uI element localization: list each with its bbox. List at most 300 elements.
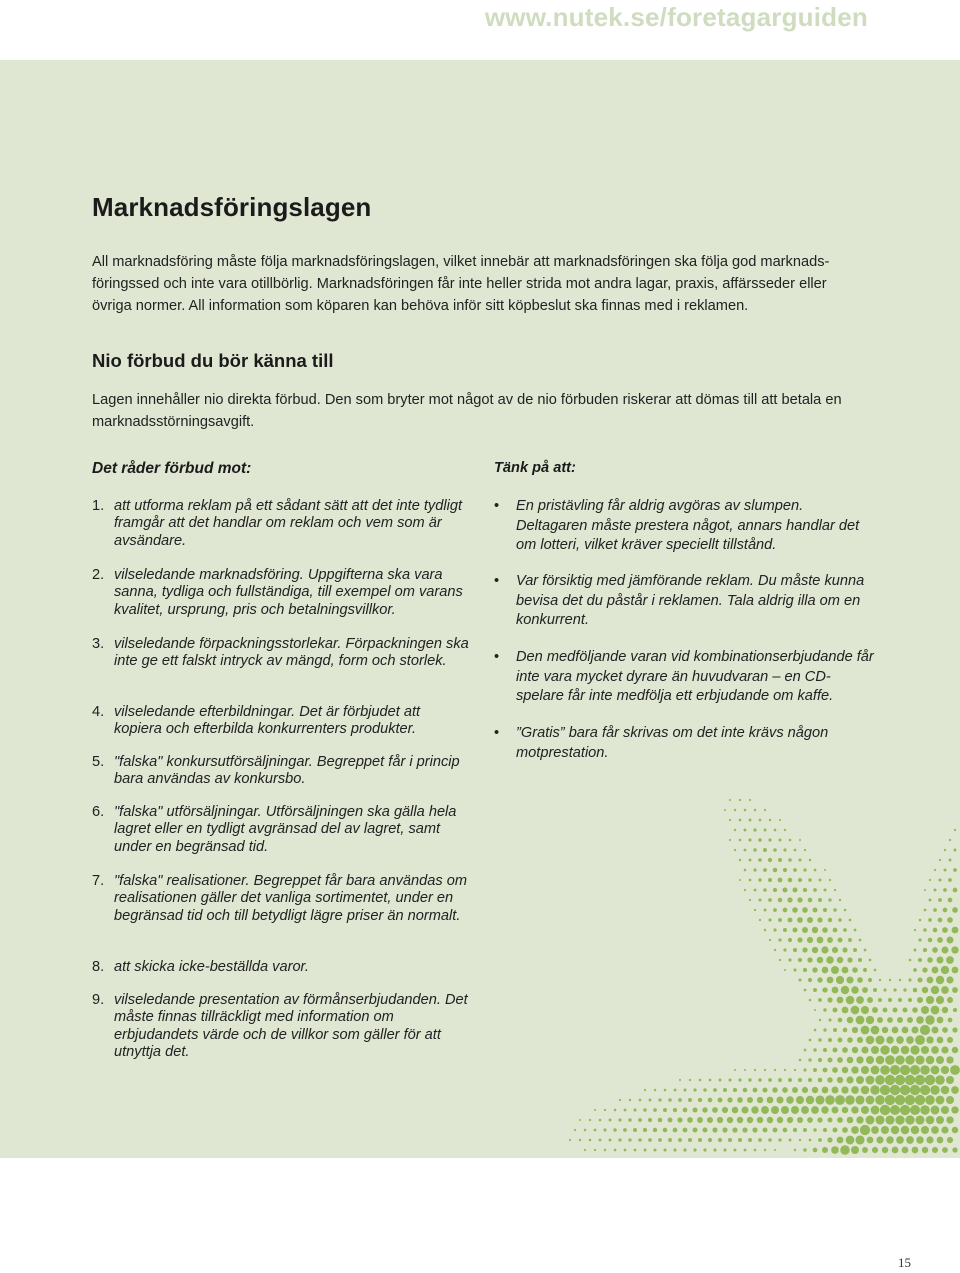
halftone-dot — [856, 1056, 863, 1063]
halftone-dot — [836, 976, 844, 984]
halftone-dot — [818, 898, 822, 902]
halftone-dot — [845, 1095, 855, 1105]
halftone-dot — [813, 888, 817, 892]
halftone-dot — [703, 1148, 706, 1151]
tip-text: Var försiktig med jämförande reklam. Du måste kunna bevisa det du påstår i reklamen. Tala aldrig illa om en konkurrent. — [516, 573, 865, 629]
halftone-dot — [758, 858, 762, 862]
ban-text: vilseledande presentation av förmånserbjudanden. Det måste finnas tillräckligt med information om erbjudandets värde och de villkor som gäller för att utnyttja det. — [114, 992, 468, 1060]
halftone-dot — [821, 946, 828, 953]
halftone-dot — [822, 927, 828, 933]
halftone-dot — [952, 987, 958, 993]
halftone-dot — [851, 1066, 858, 1073]
halftone-dot — [788, 858, 791, 861]
halftone-dot — [793, 928, 798, 933]
halftone-dot — [764, 829, 767, 832]
halftone-dot — [946, 1116, 953, 1123]
halftone-dot — [777, 1117, 783, 1123]
halftone-dot — [789, 1139, 792, 1142]
halftone-dot — [941, 966, 949, 974]
halftone-dot — [707, 1117, 713, 1123]
halftone-dot — [826, 956, 834, 964]
halftone-dot — [774, 829, 777, 832]
halftone-dot — [946, 1096, 954, 1104]
halftone-dot — [658, 1098, 661, 1101]
halftone-dot — [812, 1087, 818, 1093]
halftone-dot — [922, 1147, 929, 1154]
halftone-dot — [809, 859, 811, 861]
halftone-dot — [832, 1007, 837, 1012]
bullet-icon: • — [494, 573, 500, 589]
halftone-dot — [783, 1128, 788, 1133]
ban-item — [92, 804, 472, 856]
halftone-dot — [878, 998, 882, 1002]
halftone-dot — [832, 1127, 837, 1132]
halftone-dot — [749, 899, 751, 901]
halftone-dot — [916, 1016, 924, 1024]
halftone-dot — [831, 1146, 839, 1154]
halftone-dot — [683, 1128, 688, 1133]
halftone-dot — [818, 1038, 821, 1041]
halftone-dot — [687, 1117, 693, 1123]
halftone-dot — [808, 898, 813, 903]
tip-text: ”Gratis” bara får skrivas om det inte krävs någon motprestation. — [516, 725, 829, 761]
halftone-dot — [936, 1096, 945, 1105]
halftone-dot — [902, 1027, 909, 1034]
halftone-dot — [837, 1057, 843, 1063]
halftone-dot — [584, 1129, 587, 1132]
halftone-dot — [718, 1138, 722, 1142]
halftone-dot — [793, 1128, 797, 1132]
halftone-dot — [828, 1038, 832, 1042]
halftone-dot — [915, 1075, 925, 1085]
halftone-dot — [931, 1026, 938, 1033]
halftone-dot — [708, 1098, 713, 1103]
halftone-dot — [817, 1117, 822, 1122]
halftone-dot — [702, 1127, 707, 1132]
halftone-dot — [907, 1017, 913, 1023]
halftone-dot — [929, 899, 932, 902]
halftone-dot — [851, 1086, 859, 1094]
halftone-dot — [823, 1048, 827, 1052]
halftone-dot — [579, 1139, 581, 1141]
halftone-dot — [867, 997, 873, 1003]
halftone-dot — [778, 1078, 782, 1082]
halftone-dot — [744, 809, 747, 812]
halftone-dot — [692, 1107, 697, 1112]
halftone-dot — [941, 986, 949, 994]
halftone-dot — [808, 1058, 811, 1061]
halftone-dot — [624, 1109, 627, 1112]
halftone-dot — [942, 1007, 948, 1013]
halftone-dot — [851, 1146, 859, 1154]
halftone-dot — [737, 1097, 743, 1103]
halftone-dot — [871, 1106, 880, 1115]
halftone-dot — [699, 1079, 702, 1082]
halftone-dot — [799, 1139, 801, 1141]
halftone-dot — [832, 1047, 837, 1052]
halftone-dot — [813, 1128, 816, 1131]
halftone-dot — [837, 1077, 843, 1083]
halftone-dot — [713, 1088, 717, 1092]
tip-item — [494, 572, 874, 631]
halftone-dot — [947, 1037, 953, 1043]
halftone-dot — [579, 1119, 581, 1121]
halftone-dot — [744, 869, 747, 872]
halftone-dot — [798, 878, 802, 882]
halftone-dot — [839, 899, 841, 901]
halftone-dot — [950, 1065, 960, 1075]
bans-column — [92, 460, 472, 1060]
halftone-dot — [689, 1079, 691, 1081]
halftone-dot — [747, 1117, 753, 1123]
halftone-dot — [744, 829, 747, 832]
halftone-dot — [638, 1118, 642, 1122]
halftone-dot — [749, 799, 751, 801]
halftone-dot — [824, 869, 826, 871]
halftone-dot — [773, 928, 776, 931]
halftone-dot — [857, 1037, 863, 1043]
halftone-dot — [833, 1028, 837, 1032]
halftone-dot — [946, 1056, 953, 1063]
halftone-dot — [802, 1087, 808, 1093]
halftone-dot — [856, 996, 864, 1004]
halftone-dot — [931, 1066, 940, 1075]
halftone-dot — [921, 1126, 929, 1134]
halftone-dot — [828, 1018, 831, 1021]
halftone-dot — [888, 998, 892, 1002]
halftone-dot — [733, 1088, 737, 1092]
halftone-dot — [876, 1136, 883, 1143]
halftone-dot — [932, 967, 939, 974]
halftone-dot — [658, 1118, 663, 1123]
halftone-dot — [784, 969, 786, 971]
halftone-dot — [797, 917, 803, 923]
halftone-dot — [717, 1117, 723, 1123]
halftone-dot — [927, 957, 933, 963]
halftone-dot — [633, 1108, 636, 1111]
halftone-dot — [823, 888, 826, 891]
halftone-dot — [832, 947, 838, 953]
halftone-dot — [935, 1075, 944, 1084]
halftone-dot — [753, 868, 756, 871]
halftone-dot — [912, 1007, 918, 1013]
halftone-dot — [788, 958, 791, 961]
halftone-dot — [954, 849, 957, 852]
halftone-dot — [920, 1085, 930, 1095]
halftone-dot — [818, 998, 822, 1002]
halftone-dot — [842, 947, 847, 952]
halftone-dot — [808, 978, 812, 982]
halftone-dot — [644, 1149, 647, 1152]
halftone-dot — [758, 1078, 762, 1082]
halftone-dot — [797, 937, 802, 942]
ban-item — [92, 754, 472, 789]
halftone-dot — [773, 848, 777, 852]
halftone-dot — [787, 1117, 793, 1123]
halftone-dot — [953, 1008, 957, 1012]
halftone-dot — [880, 1085, 890, 1095]
halftone-dot — [722, 1107, 728, 1113]
halftone-dot — [792, 907, 798, 913]
halftone-dot — [773, 1128, 778, 1133]
halftone-dot — [794, 1149, 796, 1151]
halftone-dot — [688, 1138, 692, 1142]
halftone-dot — [628, 1118, 632, 1122]
halftone-dot — [818, 1138, 822, 1142]
halftone-dot — [751, 1106, 758, 1113]
halftone-dot — [953, 888, 958, 893]
halftone-dot — [754, 909, 756, 911]
halftone-dot — [778, 1138, 781, 1141]
halftone-dot — [932, 947, 938, 953]
halftone-dot — [882, 1027, 889, 1034]
ban-item — [92, 873, 472, 925]
halftone-dot — [944, 849, 946, 851]
halftone-dot — [867, 1137, 874, 1144]
halftone-dot — [827, 997, 832, 1002]
halftone-dot — [817, 917, 822, 922]
halftone-dot — [762, 1087, 767, 1092]
halftone-dot — [892, 1027, 899, 1034]
halftone-dot — [698, 1098, 702, 1102]
section-subtitle: Nio förbud du bör känna till — [92, 350, 334, 371]
halftone-dot — [664, 1089, 667, 1092]
halftone-dot — [654, 1089, 656, 1091]
halftone-dot — [896, 1036, 904, 1044]
halftone-dot — [910, 1045, 919, 1054]
halftone-dot — [947, 997, 953, 1003]
halftone-dot — [866, 1076, 875, 1085]
halftone-dot — [653, 1148, 656, 1151]
halftone-dot — [803, 888, 807, 892]
halftone-dot — [921, 1046, 929, 1054]
halftone-dot — [866, 1016, 874, 1024]
halftone-dot — [952, 1027, 957, 1032]
halftone-dot — [864, 949, 867, 952]
halftone-dot — [880, 1105, 890, 1115]
halftone-dot — [803, 1128, 807, 1132]
halftone-dot — [926, 1036, 933, 1043]
halftone-dot — [892, 1147, 899, 1154]
halftone-dot — [825, 1095, 835, 1105]
halftone-dot — [886, 1136, 893, 1143]
halftone-dot — [938, 898, 942, 902]
halftone-dot — [788, 918, 793, 923]
halftone-dot — [837, 997, 844, 1004]
halftone-dot — [815, 1095, 824, 1104]
halftone-dot — [910, 1085, 920, 1095]
halftone-dot — [693, 1148, 696, 1151]
halftone-dot — [768, 878, 772, 882]
halftone-dot — [891, 1126, 899, 1134]
halftone-dot — [813, 1148, 818, 1153]
halftone-dot — [875, 1075, 885, 1085]
halftone-dot — [931, 1046, 939, 1054]
halftone-dot — [639, 1099, 642, 1102]
halftone-dot — [822, 1147, 828, 1153]
halftone-dot — [767, 1097, 774, 1104]
halftone-dot — [768, 898, 772, 902]
halftone-dot — [723, 1148, 726, 1151]
halftone-dot — [885, 1055, 895, 1065]
halftone-dot — [778, 898, 782, 902]
halftone-dot — [697, 1117, 703, 1123]
halftone-dot — [763, 848, 767, 852]
halftone-dot — [802, 907, 808, 913]
halftone-dot — [778, 878, 783, 883]
halftone-dot — [614, 1149, 617, 1152]
halftone-dot — [767, 1117, 773, 1123]
halftone-dot — [744, 849, 747, 852]
halftone-dot — [920, 1025, 930, 1035]
halftone-dot — [915, 1095, 925, 1105]
halftone-dot — [768, 918, 771, 921]
halftone-dot — [798, 1078, 802, 1082]
tips-column — [494, 460, 874, 761]
halftone-dot — [663, 1148, 666, 1151]
halftone-dot — [912, 1027, 919, 1034]
halftone-dot — [744, 889, 746, 891]
halftone-dot — [951, 946, 958, 953]
halftone-dot — [734, 829, 736, 831]
halftone-dot — [806, 1096, 814, 1104]
halftone-dot — [807, 1117, 813, 1123]
halftone-dot — [813, 1048, 816, 1051]
halftone-dot — [939, 879, 942, 882]
halftone-dot — [758, 1138, 762, 1142]
halftone-dot — [807, 957, 812, 962]
halftone-dot — [951, 1086, 959, 1094]
halftone-dot — [934, 869, 936, 871]
halftone-dot — [938, 918, 943, 923]
tip-text: Den medföljande varan vid kombinationserbjudande får inte vara mycket dyrare än huvudvaran – en CD-spelare får inte medfölja ett erbjudande om kaffe. — [516, 649, 874, 705]
halftone-dot — [898, 998, 902, 1002]
halftone-dot — [739, 839, 742, 842]
halftone-dot — [897, 1017, 903, 1023]
bullet-icon: • — [494, 498, 500, 514]
halftone-dot — [738, 1138, 742, 1142]
halftone-dot — [876, 1036, 885, 1045]
halftone-dot — [783, 948, 786, 951]
halftone-dot — [833, 928, 838, 933]
halftone-dot — [861, 1026, 870, 1035]
halftone-dot — [827, 1137, 832, 1142]
halftone-dot — [915, 1115, 924, 1124]
halftone-dot — [783, 848, 786, 851]
ban-text: vilseledande förpackningsstorlekar. Förpackningen ska inte ge ett falskt intryck av mängd, form och storlek. — [114, 636, 469, 670]
halftone-dot — [821, 1106, 828, 1113]
bullet-icon: • — [494, 649, 500, 665]
halftone-dot — [936, 1056, 944, 1064]
halftone-dot — [803, 868, 806, 871]
halftone-dot — [744, 1149, 747, 1152]
halftone-dot — [693, 1088, 696, 1091]
halftone-dot — [768, 1078, 772, 1082]
halftone-dot — [922, 987, 929, 994]
halftone-dot — [748, 858, 751, 861]
halftone-dot — [668, 1098, 671, 1101]
ban-number: 9. — [92, 992, 105, 1008]
halftone-dot — [892, 1007, 897, 1012]
halftone-dot — [842, 1047, 848, 1053]
halftone-dot — [851, 1106, 858, 1113]
halftone-dot — [774, 1149, 776, 1151]
halftone-dot — [926, 1136, 933, 1143]
halftone-dot — [928, 938, 933, 943]
halftone-dot — [847, 1117, 854, 1124]
halftone-dot — [772, 1087, 777, 1092]
halftone-dot — [776, 1096, 783, 1103]
ban-item — [92, 567, 472, 619]
halftone-dot — [946, 976, 953, 983]
halftone-dot — [870, 1085, 879, 1094]
halftone-dot — [812, 967, 817, 972]
halftone-dot — [809, 999, 812, 1002]
halftone-dot — [788, 1078, 792, 1082]
halftone-dot — [861, 1046, 868, 1053]
halftone-dot — [885, 1115, 894, 1124]
halftone-dot — [953, 868, 957, 872]
halftone-dot — [829, 879, 831, 881]
halftone-dot — [761, 1106, 769, 1114]
halftone-dot — [769, 939, 771, 941]
halftone-dot — [779, 819, 781, 821]
ban-item — [92, 704, 472, 739]
halftone-dot — [902, 1147, 909, 1154]
halftone-dot — [831, 966, 839, 974]
halftone-dot — [851, 1006, 860, 1015]
halftone-dot — [848, 938, 852, 942]
halftone-dot — [918, 958, 922, 962]
halftone-dot — [702, 1107, 707, 1112]
halftone-dot — [773, 908, 777, 912]
halftone-dot — [861, 1086, 870, 1095]
halftone-dot — [837, 957, 844, 964]
halftone-dot — [868, 978, 872, 982]
halftone-dot — [758, 838, 762, 842]
halftone-dot — [855, 1095, 864, 1104]
halftone-dot — [757, 1097, 763, 1103]
halftone-dot — [764, 1069, 766, 1071]
halftone-dot — [842, 967, 849, 974]
tips-heading: Tänk på att: — [494, 460, 576, 476]
halftone-dot — [813, 908, 818, 913]
halftone-dot — [925, 1095, 935, 1105]
halftone-dot — [754, 1069, 756, 1071]
halftone-dot — [688, 1098, 692, 1102]
halftone-dot — [896, 1136, 904, 1144]
halftone-dot — [943, 908, 948, 913]
halftone-dot — [952, 1147, 957, 1152]
halftone-dot — [773, 888, 777, 892]
halftone-dot — [773, 868, 778, 873]
halftone-dot — [856, 1116, 863, 1123]
halftone-dot — [879, 979, 881, 981]
halftone-dot — [811, 1106, 819, 1114]
halftone-dot — [926, 996, 934, 1004]
halftone-dot — [846, 1136, 855, 1145]
halftone-dot — [778, 938, 781, 941]
halftone-dot — [793, 868, 797, 872]
halftone-dot — [813, 988, 817, 992]
halftone-dot — [823, 1068, 828, 1073]
halftone-dot — [842, 1007, 849, 1014]
halftone-dot — [866, 1096, 875, 1105]
site-url[interactable]: www.nutek.se/foretagarguiden — [484, 2, 868, 32]
halftone-dot — [758, 878, 761, 881]
halftone-dot — [869, 959, 872, 962]
halftone-dot — [876, 1056, 885, 1065]
